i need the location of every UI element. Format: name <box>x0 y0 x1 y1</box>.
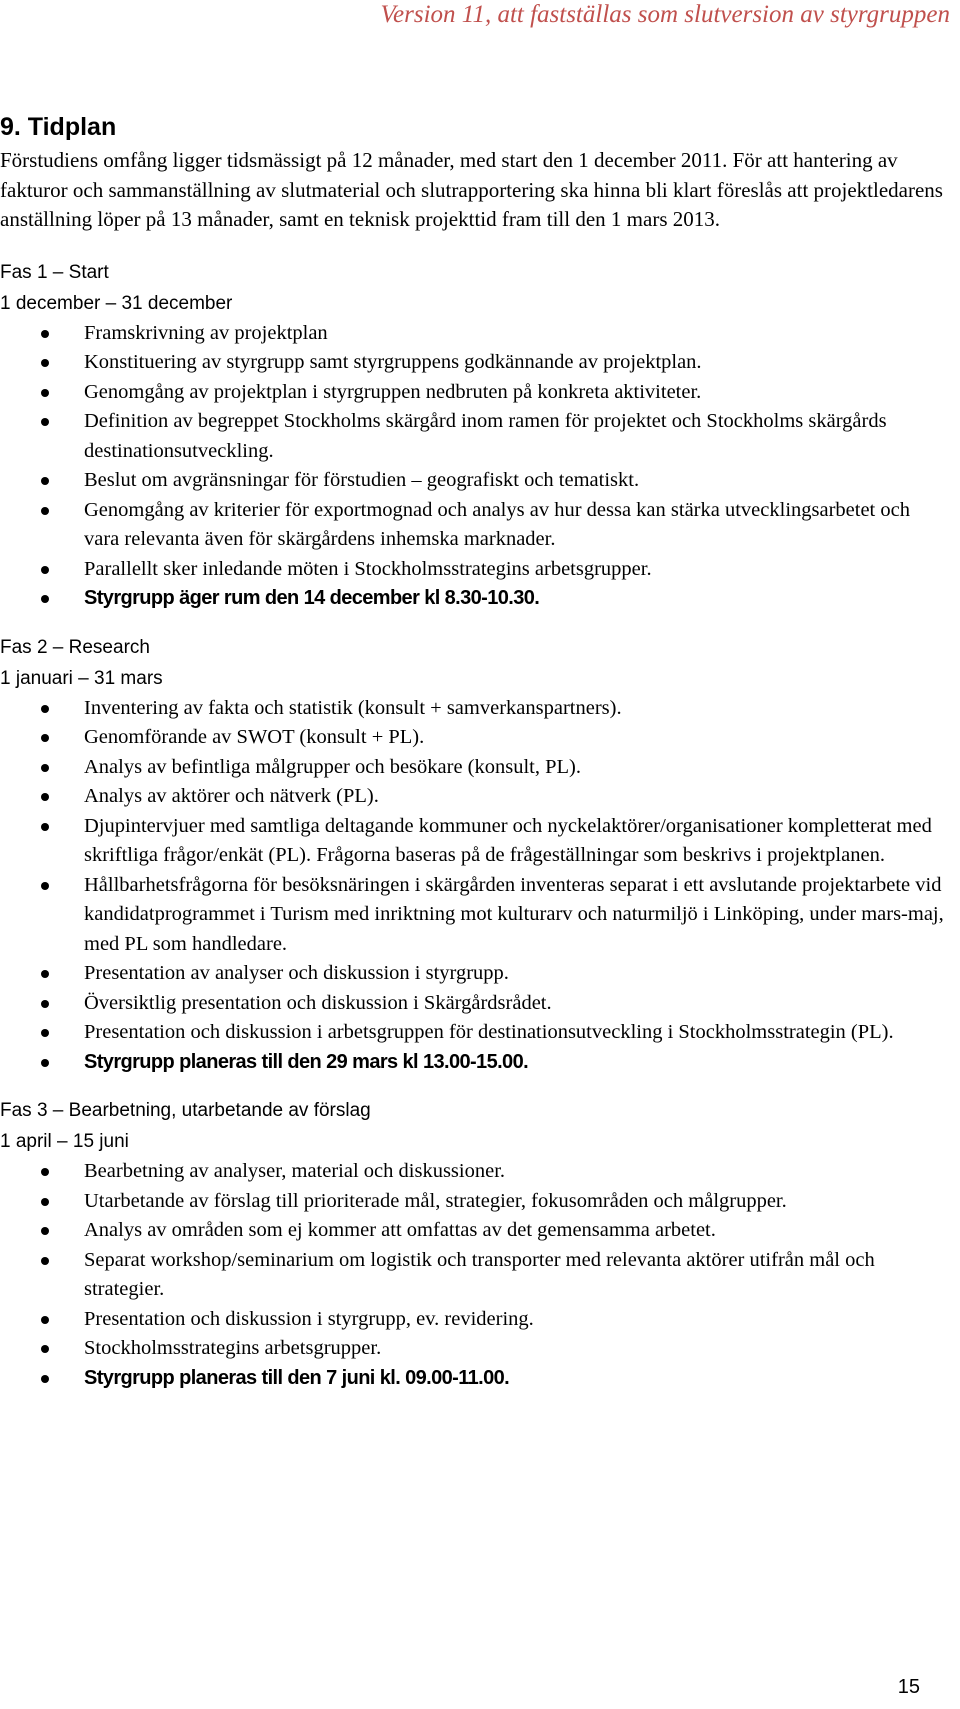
bullet-icon <box>41 1375 49 1383</box>
list-item: Utarbetande av förslag till prioriterade mål, strategier, fokusområden och målgrupper. <box>0 1187 958 1217</box>
list-item: Konstituering av styrgrupp samt styrgruppens godkännande av projektplan. <box>0 348 958 378</box>
list-item: Analys av befintliga målgrupper och besökare (konsult, PL). <box>0 753 958 783</box>
list-item: Bearbetning av analyser, material och diskussioner. <box>0 1157 958 1187</box>
meeting-item: Styrgrupp äger rum den 14 december kl 8.30-10.30. <box>0 584 958 614</box>
list-item: Analys av aktörer och nätverk (PL). <box>0 782 958 812</box>
phase-title: Fas 3 – Bearbetning, utarbetande av förslag <box>0 1100 371 1121</box>
bullet-icon <box>41 507 49 515</box>
phase-dates: 1 december – 31 december <box>0 292 233 314</box>
list-item: Presentation och diskussion i styrgrupp, ev. revidering. <box>0 1305 958 1335</box>
phase-items <box>0 694 958 1078</box>
list-item: Presentation och diskussion i arbetsgruppen för destinationsutveckling i Stockholmsstrategin (PL). <box>0 1018 958 1048</box>
bullet-icon <box>41 1168 49 1176</box>
bullet-icon <box>41 793 49 801</box>
list-item: Definition av begreppet Stockholms skärgård inom ramen för projektet och Stockholms skärgårds destinationsutveckling. <box>0 407 958 466</box>
list-item: Översiktlig presentation och diskussion i Skärgårdsrådet. <box>0 989 958 1019</box>
bullet-icon <box>41 418 49 426</box>
bullet-icon <box>41 823 49 831</box>
bullet-icon <box>41 1000 49 1008</box>
document-version-header: Version 11, att fastställas som slutversion av styrgruppen <box>380 1 950 28</box>
phase-2 <box>0 632 958 1078</box>
list-item: Beslut om avgränsningar för förstudien – geografiskt och tematiskt. <box>0 466 958 496</box>
phase-items <box>0 319 958 614</box>
list-item: Parallellt sker inledande möten i Stockholmsstrategins arbetsgrupper. <box>0 555 958 585</box>
phase-title: Fas 2 – Research <box>0 636 150 658</box>
meeting-item: Styrgrupp planeras till den 29 mars kl 13.00-15.00. <box>0 1048 958 1078</box>
meeting-item: Styrgrupp planeras till den 7 juni kl. 09.00-11.00. <box>0 1364 958 1394</box>
phase-title: Fas 1 – Start <box>0 261 109 283</box>
bullet-icon <box>41 1227 49 1235</box>
bullet-icon <box>41 330 49 338</box>
phase-dates: 1 april – 15 juni <box>0 1131 129 1152</box>
bullet-icon <box>41 705 49 713</box>
bullet-icon <box>41 764 49 772</box>
bullet-icon <box>41 970 49 978</box>
bullet-icon <box>41 882 49 890</box>
list-item: Separat workshop/seminarium om logistik och transporter med relevanta aktörer utifrån mål och strategier. <box>0 1246 958 1305</box>
bullet-icon <box>41 477 49 485</box>
bullet-icon <box>41 389 49 397</box>
bullet-icon <box>41 1257 49 1265</box>
bullet-icon <box>41 1059 49 1067</box>
bullet-icon <box>41 595 49 603</box>
list-item: Stockholmsstrategins arbetsgrupper. <box>0 1334 958 1364</box>
list-item: Djupintervjuer med samtliga deltagande kommuner och nyckelaktörer/organisationer kompletterat med skriftliga frågor/enkät (PL). Frågorna baseras på de frågeställningar som beskrivs i projektplanen. <box>0 812 958 871</box>
phase-items <box>0 1157 958 1393</box>
bullet-icon <box>41 1029 49 1037</box>
list-item: Genomgång av projektplan i styrgruppen nedbruten på konkreta aktiviteter. <box>0 378 958 408</box>
bullet-icon <box>41 359 49 367</box>
list-item: Inventering av fakta och statistik (konsult + samverkanspartners). <box>0 694 958 724</box>
list-item: Hållbarhetsfrågorna för besöksnäringen i skärgården inventeras separat i ett avslutande projektarbete vid kandidatprogrammet i Turism med inriktning mot kulturarv och naturmiljö i Linköping, under mars-maj, med PL som handledare. <box>0 871 958 960</box>
list-item: Genomgång av kriterier för exportmognad och analys av hur dessa kan stärka utvecklingsarbetet och vara relevanta även för skärgårdens inhemska marknader. <box>0 496 958 555</box>
page-number: 15 <box>897 1676 920 1698</box>
phase-1 <box>0 257 958 614</box>
bullet-icon <box>41 566 49 574</box>
document-content <box>0 110 958 1411</box>
phase-3 <box>0 1095 958 1393</box>
list-item: Analys av områden som ej kommer att omfattas av det gemensamma arbetet. <box>0 1216 958 1246</box>
bullet-icon <box>41 1316 49 1324</box>
list-item: Genomförande av SWOT (konsult + PL). <box>0 723 958 753</box>
list-item: Presentation av analyser och diskussion i styrgrupp. <box>0 959 958 989</box>
bullet-icon <box>41 734 49 742</box>
phase-dates: 1 januari – 31 mars <box>0 667 163 689</box>
section-intro: Förstudiens omfång ligger tidsmässigt på 12 månader, med start den 1 december 2011. För att hantering av fakturor och sammanställning av slutmaterial och slutrapportering ska hinna bli klart föreslås att projektledarens anställning löper på 13 månader, samt en teknisk projekttid fram till den 1 mars 2013. <box>0 148 943 231</box>
section-heading: 9. Tidplan <box>0 113 117 141</box>
bullet-icon <box>41 1198 49 1206</box>
bullet-icon <box>41 1345 49 1353</box>
list-item: Framskrivning av projektplan <box>0 319 958 349</box>
